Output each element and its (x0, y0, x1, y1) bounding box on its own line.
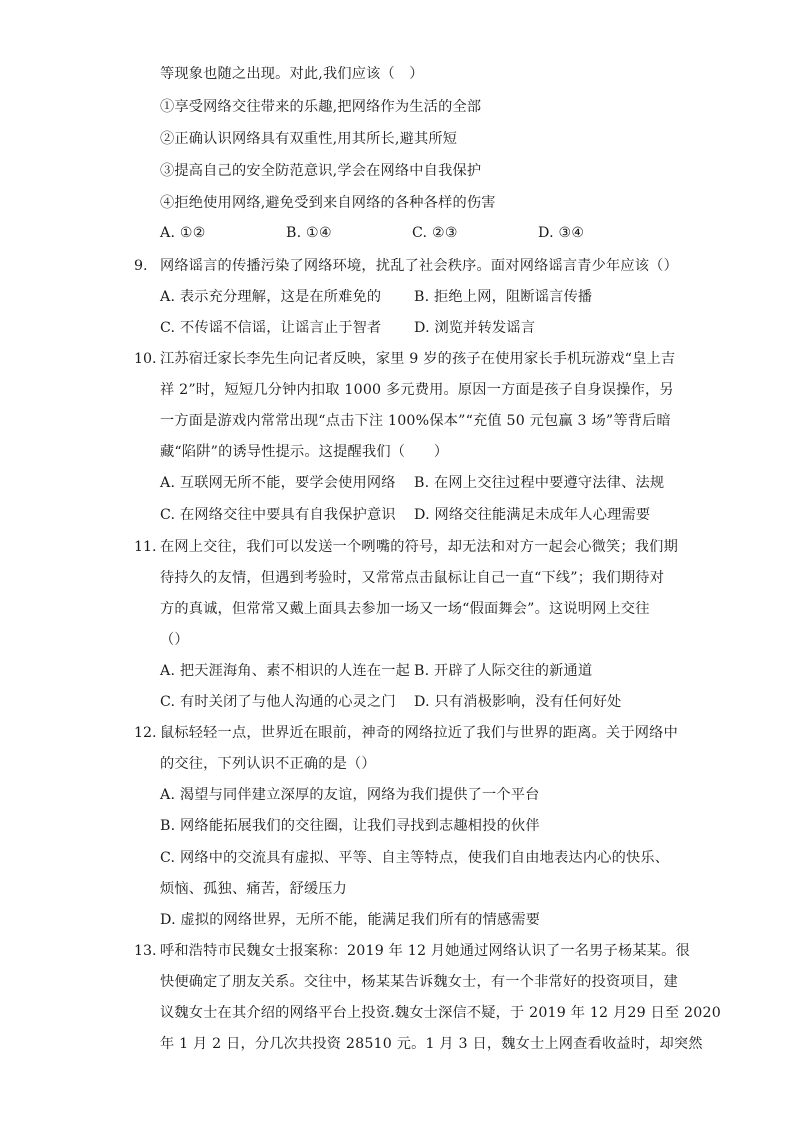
q9-option-d: D. 浏览并转发谣言 (414, 320, 536, 336)
q9-number: 9. (134, 258, 148, 274)
q13-stem-line-3: 议魏女士在其介绍的网络平台上投资.魏女士深信不疑，于 2019 年 12 月29 日至 2020 (160, 1005, 721, 1021)
q12-number: 12. (134, 725, 157, 741)
q13-number: 13. (134, 943, 157, 959)
q12-option-c-line-1: C. 网络中的交流具有虚拟、平等、自主等特点，使我们自由地表达内心的快乐、 (160, 850, 670, 866)
q9-option-c: C. 不传谣不信谣，让谣言止于智者 (160, 320, 382, 336)
q12-stem-line-2: 的交往，下列认识不正确的是（） (160, 756, 376, 772)
q8-option-d: D. ③④ (538, 225, 585, 241)
q11-option-b: B. 开辟了人际交往的新通道 (414, 663, 593, 679)
q9-option-b: B. 拒绝上网，阻断谣言传播 (414, 289, 593, 305)
q10-stem-line-4: 藏“陷阱”的诱导性提示。这提醒我们（ ） (160, 444, 449, 460)
q12-option-d: D. 虚拟的网络世界，无所不能，能满足我们所有的情感需要 (160, 912, 541, 928)
q10-option-d: D. 网络交往能满足未成年人心理需要 (414, 507, 651, 523)
q10-stem-line-1: 江苏宿迁家长李先生向记者反映，家里 9 岁的孩子在使用家长手机玩游戏“皇上吉 (160, 351, 676, 367)
q12-option-a: A. 渴望与同伴建立深厚的友谊，网络为我们提供了一个平台 (160, 787, 540, 803)
q8-option-b: B. ①④ (286, 225, 332, 241)
q8-item-4: ④拒绝使用网络,避免受到来自网络的各种各样的伤害 (160, 195, 496, 211)
q8-item-2: ②正确认识网络具有双重性,用其所长,避其所短 (160, 131, 458, 147)
q10-option-c: C. 在网络交往中要具有自我保护意识 (160, 507, 396, 523)
q10-number: 10. (134, 351, 157, 367)
q11-stem-line-4: （） (160, 632, 189, 648)
q11-number: 11. (134, 539, 157, 555)
q11-stem-line-3: 方的真诚，但常常又戴上面具去参加一场又一场“假面舞会”。这说明网上交往 (160, 601, 650, 617)
q10-stem-line-2: 祥 2”时，短短几分钟内扣取 1000 多元费用。原因一方面是孩子自身误操作，另 (160, 382, 674, 398)
q8-option-a: A. ①② (160, 225, 206, 241)
q13-stem-line-1: 呼和浩特市民魏女士报案称：2019 年 12 月她通过网络认识了一名男子杨某某。很 (160, 943, 690, 959)
q8-item-1: ①享受网络交往带来的乐趣,把网络作为生活的全部 (160, 99, 482, 115)
q11-stem-line-2: 待持久的友情，但遇到考验时，又常常点击鼠标让自己一直“下线”；我们期待对 (160, 570, 665, 586)
q11-option-a: A. 把天涯海角、素不相识的人连在一起 (160, 663, 411, 679)
q13-stem-line-4: 年 1 月 2 日，分几次共投资 28510 元。1 月 3 日，魏女士上网查看收益时，却突然 (160, 1036, 703, 1052)
q10-option-a: A. 互联网无所不能，要学会使用网络 (160, 475, 396, 491)
q8-item-3: ③提高自己的安全防范意识,学会在网络中自我保护 (160, 163, 482, 179)
q9-stem: 网络谣言的传播污染了网络环境，扰乱了社会秩序。面对网络谣言青少年应该（） (160, 258, 678, 274)
q11-stem-line-1: 在网上交往，我们可以发送一个咧嘴的符号，却无法和对方一起会心微笑；我们期 (160, 539, 678, 555)
q11-option-d: D. 只有消极影响，没有任何好处 (414, 694, 622, 710)
q10-option-b: B. 在网上交往过程中要遵守法律、法规 (414, 475, 665, 491)
q12-option-b: B. 网络能拓展我们的交往圈，让我们寻找到志趣相投的伙伴 (160, 818, 540, 834)
q10-stem-line-3: 一方面是游戏内常常出现“点击下注 100%保本”“充值 50 元包赢 3 场”等背后暗 (160, 413, 671, 429)
q11-option-c: C. 有时关闭了与他人沟通的心灵之门 (160, 694, 396, 710)
q8-option-c: C. ②③ (412, 225, 458, 241)
q12-option-c-line-2: 烦恼、孤独、痛苦，舒缓压力 (160, 881, 348, 897)
q8-stem-continuation: 等现象也随之出现。对此,我们应该（ ） (160, 66, 424, 82)
q13-stem-line-2: 快便确定了朋友关系。交往中，杨某某告诉魏女士，有一个非常好的投资项目，建 (160, 974, 678, 990)
q12-stem-line-1: 鼠标轻轻一点，世界近在眼前，神奇的网络拉近了我们与世界的距离。关于网络中 (160, 725, 678, 741)
q9-option-a: A. 表示充分理解，这是在所难免的 (160, 289, 382, 305)
